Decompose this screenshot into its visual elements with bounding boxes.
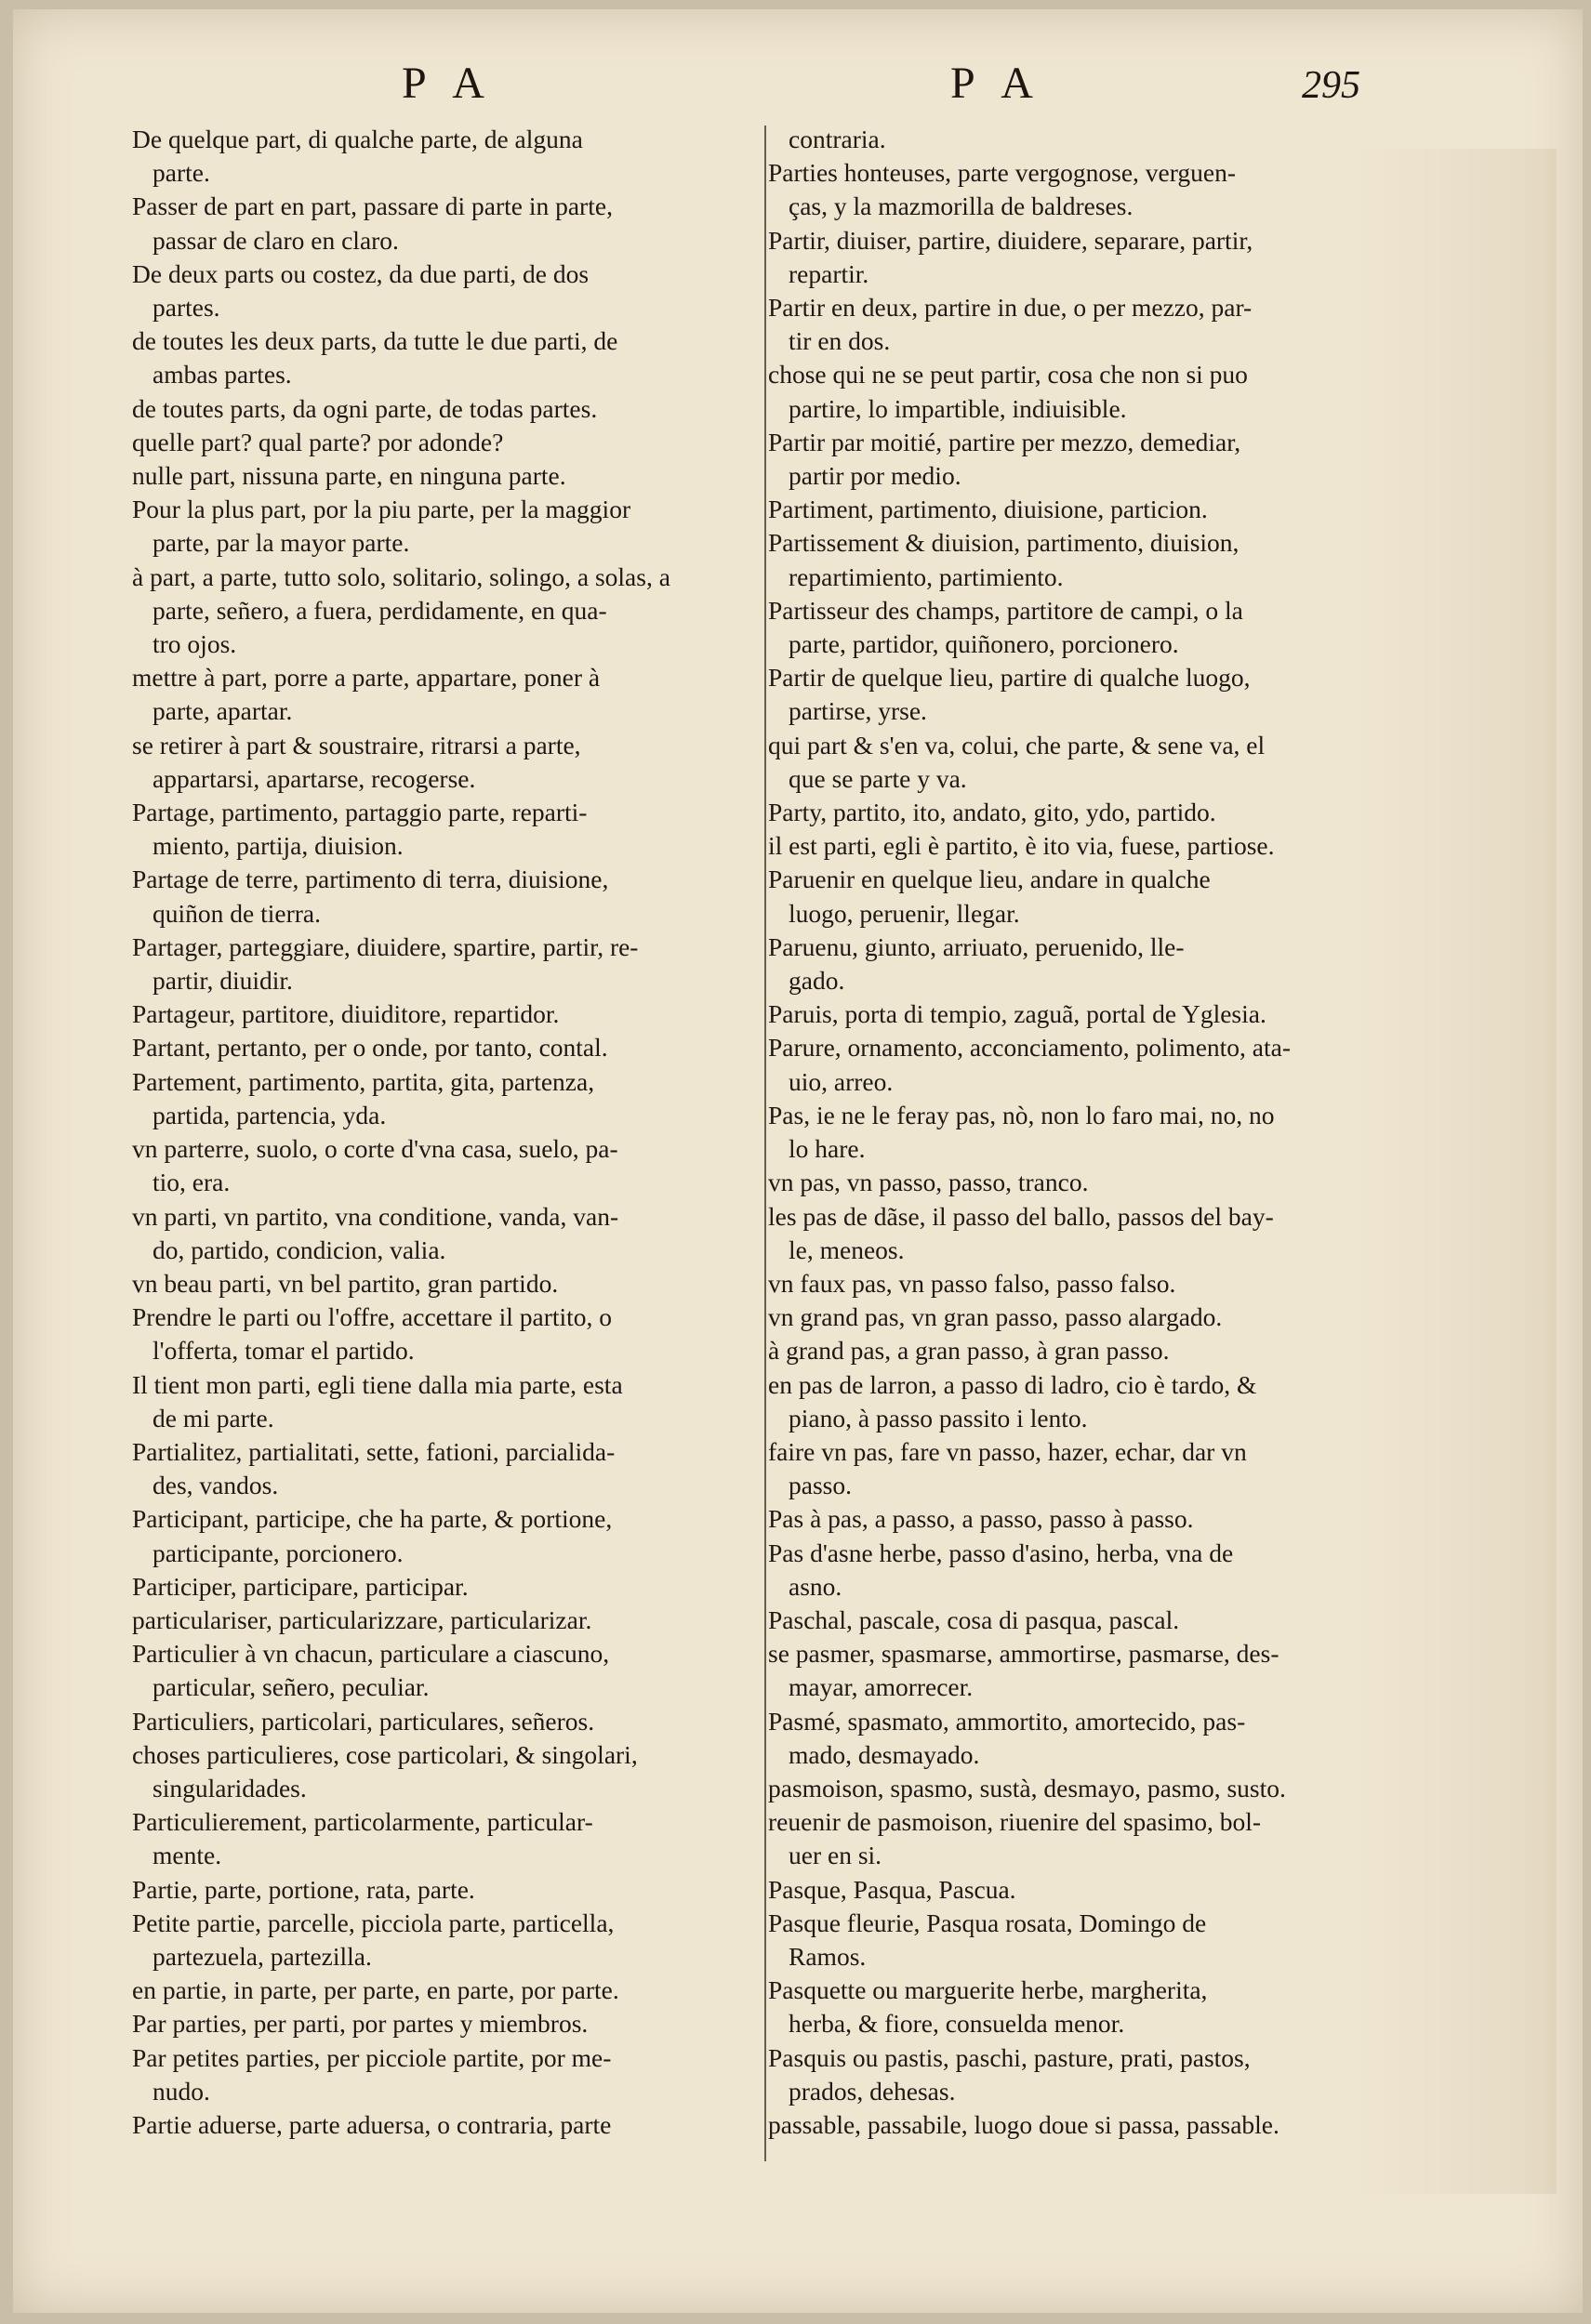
dictionary-entry-line: nulle part, nissuna parte, en ninguna parte. [132,461,566,491]
dictionary-entry-line: il est parti, egli è partito, è ito via, fuese, partiose. [768,831,1275,861]
dictionary-continuation-line: piano, à passo passito i lento. [789,1403,1088,1433]
dictionary-continuation-line: partir, diuidir. [152,966,293,996]
dictionary-entry-line: Paruenu, giunto, arriuato, peruenido, lle- [768,931,1185,961]
dictionary-continuation-line: ças, y la mazmorilla de baldreses. [789,191,1134,221]
dictionary-continuation-line: partezuela, partezilla. [152,1941,372,1971]
dictionary-entry-line: Participer, participare, participar. [132,1571,469,1601]
dictionary-entry-line: Partialitez, partialitati, sette, fationi, parcialida- [132,1436,616,1466]
dictionary-continuation-line: partirse, yrse. [789,696,927,726]
dictionary-continuation-line: ambas partes. [152,360,292,390]
dictionary-continuation-line: partire, lo impartible, indiuisible. [789,393,1127,423]
dictionary-entry-line: Pas à pas, a passo, a passo, passo à passo. [768,1504,1194,1534]
dictionary-continuation-line: miento, partija, diuision. [152,831,404,861]
dictionary-entry-line: Partant, pertanto, per o onde, por tanto, contal. [132,1033,608,1063]
dictionary-continuation-line: repartimiento, partimiento. [789,561,1064,591]
dictionary-entry-line: chose qui ne se peut partir, cosa che non si puo [768,360,1248,390]
dictionary-continuation-line: passar de claro en claro. [152,225,399,255]
dictionary-entry-line: De deux parts ou costez, da due parti, de dos [132,258,590,288]
dictionary-continuation-line: tir en dos. [789,326,891,356]
dictionary-entry-line: Party, partito, ito, andato, gito, ydo, partido. [768,798,1216,827]
dictionary-continuation-line: lo hare. [789,1134,866,1164]
dictionary-entry-line: Pasmé, spasmato, ammortito, amortecido, pas- [768,1706,1246,1736]
dictionary-entry-line: Parure, ornamento, acconciamento, polimento, ata- [768,1033,1292,1063]
dictionary-entry-line: Pasque, Pasqua, Pascua. [768,1874,1016,1904]
dictionary-continuation-line: quiñon de tierra. [152,898,321,928]
dictionary-entry-line: se retirer à part & soustraire, ritrarsi a parte, [132,730,581,759]
dictionary-entry-line: vn faux pas, vn passo falso, passo falso. [768,1268,1176,1298]
dictionary-entry-line: Partie aduerse, parte aduersa, o contraria, parte [132,2109,612,2139]
left-column [132,123,764,2142]
dictionary-entry-line: vn pas, vn passo, passo, tranco. [768,1168,1089,1197]
dictionary-entry-line: Partage, partimento, partaggio parte, reparti- [132,798,588,827]
dictionary-entry-line: en partie, in parte, per parte, en parte, por parte. [132,1975,619,2005]
dictionary-entry-line: à grand pas, a gran passo, à gran passo. [768,1336,1170,1366]
dictionary-entry-line: vn beau parti, vn bel partito, gran partido. [132,1268,559,1298]
column-divider [764,125,766,2161]
dictionary-entry-line: en pas de larron, a passo di ladro, cio è tardo, & [768,1369,1257,1399]
dictionary-entry-line: reuenir de pasmoison, riuenire del spasimo, bol- [768,1807,1262,1837]
dictionary-continuation-line: do, partido, condicion, valia. [152,1235,446,1264]
dictionary-continuation-line: nudo. [152,2076,210,2106]
header-left: P A [402,59,494,108]
dictionary-continuation-line: herba, & fiore, consuelda menor. [789,2009,1125,2039]
dictionary-continuation-line: parte, partidor, quiñonero, porcionero. [789,629,1179,659]
book-page [13,9,1583,2313]
dictionary-continuation-line: partir por medio. [789,461,961,491]
dictionary-entry-line: Il tient mon parti, egli tiene dalla mia parte, esta [132,1369,623,1399]
dictionary-continuation-line: le, meneos. [789,1235,905,1264]
dictionary-entry-line: Pasquette ou marguerite herbe, margherita, [768,1975,1208,2005]
dictionary-continuation-line: appartarsi, apartarse, recogerse. [152,763,476,793]
dictionary-entry-line: Pas, ie ne le feray pas, nò, non lo faro mai, no, no [768,1100,1275,1129]
dictionary-continuation-line: passo. [789,1471,852,1500]
dictionary-entry-line: se pasmer, spasmarse, ammortirse, pasmarse, des- [768,1639,1279,1669]
dictionary-entry-line: Participant, participe, che ha parte, & portione, [132,1504,613,1534]
dictionary-continuation-line: contraria. [789,125,886,153]
dictionary-continuation-line: asno. [789,1571,842,1601]
dictionary-entry-line: Partir, diuiser, partire, diuidere, separare, partir, [768,225,1253,255]
dictionary-entry-line: Partiment, partimento, diuisione, particion. [768,495,1208,524]
dictionary-continuation-line: repartir. [789,258,869,288]
dictionary-continuation-line: uer en si. [789,1841,882,1870]
dictionary-entry-line: Partement, partimento, partita, gita, partenza, [132,1066,595,1096]
dictionary-entry-line: quelle part? qual parte? por adonde? [132,427,504,456]
dictionary-entry-line: Partir en deux, partire in due, o per mezzo, par- [768,293,1253,323]
dictionary-continuation-line: des, vandos. [152,1471,279,1500]
dictionary-continuation-line: partida, partencia, yda. [152,1100,387,1129]
dictionary-entry-line: Pas d'asne herbe, passo d'asino, herba, vna de [768,1538,1234,1567]
dictionary-entry-line: Paruenir en quelque lieu, andare in qualche [768,865,1211,894]
dictionary-entry-line: de toutes les deux parts, da tutte le due parti, de [132,326,618,356]
dictionary-entry-line: passable, passabile, luogo doue si passa, passable. [768,2109,1279,2139]
dictionary-entry-line: Pasquis ou pastis, paschi, pasture, prati, pastos, [768,2042,1251,2072]
dictionary-entry-line: De quelque part, di qualche parte, de alguna [132,125,583,153]
dictionary-entry-line: choses particulieres, cose particolari, & singolari, [132,1739,638,1769]
dictionary-continuation-line: uio, arreo. [789,1066,894,1096]
dictionary-continuation-line: parte. [152,158,210,188]
dictionary-entry-line: Petite partie, parcelle, picciola parte, particella, [132,1908,615,1937]
dictionary-continuation-line: singularidades. [152,1773,307,1802]
dictionary-entry-line: Partir par moitié, partire per mezzo, demediar, [768,427,1241,456]
dictionary-continuation-line: Ramos. [789,1941,867,1971]
dictionary-entry-line: Pasque fleurie, Pasqua rosata, Domingo de [768,1908,1207,1937]
dictionary-entry-line: de toutes parts, da ogni parte, de todas partes. [132,393,598,423]
dictionary-entry-line: Paschal, pascale, cosa di pasqua, pascal. [768,1604,1180,1634]
dictionary-entry-line: vn parterre, suolo, o corte d'vna casa, suelo, pa- [132,1134,618,1164]
dictionary-entry-line: Particuliers, particolari, particulares, señeros. [132,1706,595,1736]
dictionary-entry-line: mettre à part, porre a parte, appartare, poner à [132,663,601,693]
dictionary-continuation-line: mente. [152,1841,222,1870]
dictionary-entry-line: Particulierement, particolarmente, particular- [132,1807,593,1837]
page-number: 295 [1302,64,1360,107]
dictionary-continuation-line: de mi parte. [152,1403,274,1433]
dictionary-entry-line: les pas de dãse, il passo del ballo, passos del bay- [768,1201,1274,1231]
dictionary-entry-line: Parties honteuses, parte vergognose, verguen- [768,158,1237,188]
dictionary-continuation-line: participante, porcionero. [152,1538,404,1567]
dictionary-continuation-line: luogo, peruenir, llegar. [789,898,1020,928]
dictionary-entry-line: Passer de part en part, passare di parte in parte, [132,191,613,221]
dictionary-entry-line: Partisseur des champs, partitore de campi, o la [768,595,1243,625]
dictionary-continuation-line: parte, apartar. [152,696,293,726]
dictionary-continuation-line: mayar, amorrecer. [789,1672,974,1702]
dictionary-entry-line: Paruis, porta di tempio, zaguã, portal de Yglesia. [768,999,1266,1029]
dictionary-continuation-line: parte, señero, a fuera, perdidamente, en qua- [152,595,607,625]
dictionary-entry-line: particulariser, particularizzare, particularizar. [132,1604,592,1634]
dictionary-entry-line: Prendre le parti ou l'offre, accettare il partito, o [132,1302,613,1332]
dictionary-entry-line: qui part & s'en va, colui, che parte, & sene va, el [768,730,1266,759]
dictionary-continuation-line: que se parte y va. [789,763,967,793]
right-column [768,123,1410,2142]
dictionary-entry-line: Par parties, per parti, por partes y miembros. [132,2009,589,2039]
dictionary-continuation-line: partes. [152,293,220,323]
dictionary-continuation-line: prados, dehesas. [789,2076,956,2106]
dictionary-entry-line: Par petites parties, per picciole partite, por me- [132,2042,612,2072]
dictionary-entry-line: Partageur, partitore, diuiditore, repartidor. [132,999,560,1029]
header-right: P A [950,59,1042,108]
dictionary-entry-line: Partir de quelque lieu, partire di qualche luogo, [768,663,1251,693]
dictionary-entry-line: Partie, parte, portione, rata, parte. [132,1874,475,1904]
dictionary-entry-line: à part, a parte, tutto solo, solitario, solingo, a solas, a [132,561,670,591]
dictionary-continuation-line: l'offerta, tomar el partido. [152,1336,415,1366]
dictionary-continuation-line: mado, desmayado. [789,1739,980,1769]
dictionary-entry-line: pasmoison, spasmo, sustà, desmayo, pasmo, susto. [768,1773,1286,1802]
dictionary-entry-line: Partissement & diuision, partimento, diuision, [768,528,1240,558]
dictionary-continuation-line: gado. [789,966,845,996]
dictionary-entry-line: Partager, parteggiare, diuidere, spartire, partir, re- [132,931,639,961]
dictionary-entry-line: Partage de terre, partimento di terra, diuisione, [132,865,609,894]
dictionary-entry-line: vn grand pas, vn gran passo, passo alargado. [768,1302,1223,1332]
dictionary-continuation-line: parte, par la mayor parte. [152,528,410,558]
dictionary-entry-line: Particulier à vn chacun, particulare a ciascuno, [132,1639,610,1669]
dictionary-entry-line: Pour la plus part, por la piu parte, per la maggior [132,495,631,524]
running-header [13,58,1583,113]
dictionary-continuation-line: tro ojos. [152,629,237,659]
dictionary-continuation-line: particular, señero, peculiar. [152,1672,430,1702]
dictionary-continuation-line: tio, era. [152,1168,231,1197]
dictionary-entry-line: faire vn pas, fare vn passo, hazer, echar, dar vn [768,1436,1247,1466]
dictionary-entry-line: vn parti, vn partito, vna conditione, vanda, van- [132,1201,619,1231]
